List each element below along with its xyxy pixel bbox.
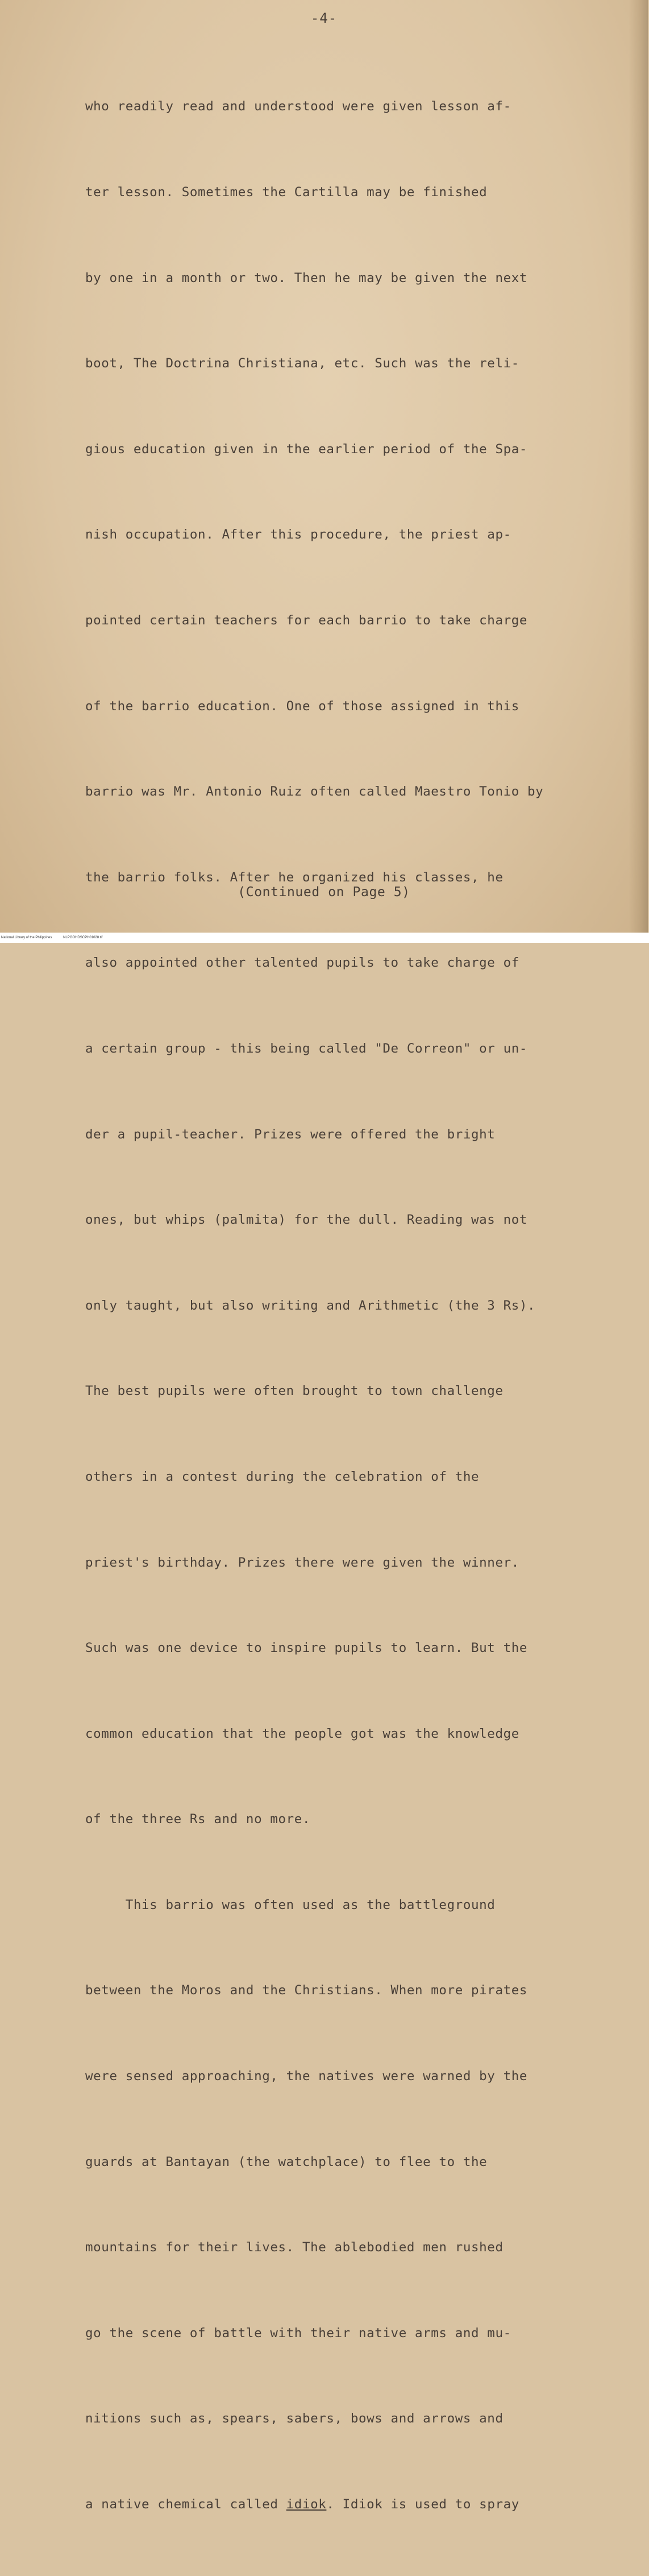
text-line: gious education given in the earlier period of the Spa- [85, 441, 528, 457]
text-line: nish occupation. After this procedure, the priest ap- [85, 527, 511, 542]
text-line: guards at Bantayan (the watchplace) to flee to the [85, 2154, 488, 2169]
text-line: by one in a month or two. Then he may be given the next [85, 270, 528, 285]
text-line: the barrio folks. After he organized his classes, he [85, 869, 504, 885]
footer-source: National Library of the Philippines [1, 936, 52, 939]
text-line: This barrio was often used as the battleground [85, 1897, 496, 1912]
body-text [85, 35, 591, 2576]
text-line: ones, but whips (palmita) for the dull. Reading was not [85, 1212, 528, 1228]
text-line: only taught, but also writing and Arithmetic (the 3 Rs). [85, 1298, 536, 1313]
text-line: barrio was Mr. Antonio Ruiz often called Maestro Tonio by [85, 784, 544, 800]
text-line: boot, The Doctrina Christiana, etc. Such was the reli- [85, 356, 519, 371]
text-line: ter lesson. Sometimes the Cartilla may be finished [85, 185, 488, 200]
last-line-after: . Idiok is used to spray [326, 2497, 519, 2512]
scan-footer [0, 933, 649, 943]
text-line: also appointed other talented pupils to take charge of [85, 955, 519, 971]
text-line: common education that the people got was the knowledge [85, 1726, 519, 1741]
page-edge-shadow [629, 0, 648, 933]
continued-note: (Continued on Page 5) [238, 885, 410, 900]
text-line: The best pupils were often brought to town challenge [85, 1384, 504, 1399]
text-line: mountains for their lives. The ablebodied men rushed [85, 2240, 504, 2255]
text-line: Such was one device to inspire pupils to learn. But the [85, 1641, 528, 1656]
text-line: others in a contest during the celebration of the [85, 1469, 480, 1484]
text-line: priest's birthday. Prizes there were given the winner. [85, 1555, 519, 1570]
page-number: -4- [310, 10, 338, 26]
text-line: of the three Rs and no more. [85, 1812, 311, 1827]
text-line: a certain group - this being called "De Correon" or un- [85, 1041, 528, 1056]
text-line: of the barrio education. One of those assigned in this [85, 698, 519, 714]
text-line: pointed certain teachers for each barrio to take charge [85, 612, 528, 628]
text-line: go the scene of battle with their native arms and mu- [85, 2325, 511, 2341]
last-line-before: a native chemical called [85, 2497, 286, 2512]
text-line: der a pupil-teacher. Prizes were offered the bright [85, 1127, 496, 1142]
text-line-last [85, 2490, 591, 2519]
text-line: nitions such as, spears, sabers, bows and arrows and [85, 2411, 504, 2426]
footer-filename: NLPGOHDSCPH01028.tif [63, 936, 103, 939]
text-line: who readily read and understood were given lesson af- [85, 99, 511, 114]
underlined-term: idiok [286, 2497, 327, 2512]
text-line: between the Moros and the Christians. When more pirates [85, 1983, 528, 1998]
text-line: were sensed approaching, the natives were warned by the [85, 2069, 528, 2084]
